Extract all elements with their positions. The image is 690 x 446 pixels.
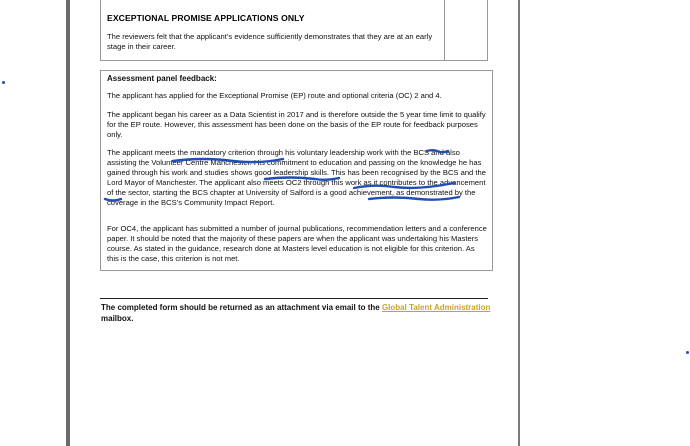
ep-applications-box	[100, 0, 488, 61]
feedback-title: Assessment panel feedback:	[107, 74, 217, 83]
margin-marker-dot	[686, 351, 689, 354]
ep-side-cell	[444, 0, 487, 60]
margin-marker-dot	[2, 81, 5, 84]
feedback-paragraph-1: The applicant has applied for the Exceptional Promise (EP) route and optional criteria (OC) 2 and 4.	[107, 91, 442, 100]
ep-section-text: The reviewers felt that the applicant’s evidence sufficiently demonstrates that they are at an early stage in their career.	[107, 32, 433, 51]
submission-text-after: mailbox.	[101, 314, 134, 323]
left-gutter	[0, 0, 66, 446]
assessment-feedback-box	[100, 70, 493, 271]
ep-section-title: EXCEPTIONAL PROMISE APPLICATIONS ONLY	[107, 13, 305, 23]
submission-text-before: The completed form should be returned as an attachment via email to the	[101, 303, 382, 312]
footer-rule	[100, 298, 488, 299]
page-left-edge	[66, 0, 70, 446]
global-talent-admin-link[interactable]: Global Talent Administration	[381, 303, 491, 312]
feedback-paragraph-4: For OC4, the applicant has submitted a number of journal publications, recommendation letters and a conference paper. It should be noted that the majority of these papers are when the applicant was undertaking his Masters course. As stated in the guidance, research done at Masters level education is not eligible for this criterion. As this is the case, this criterion is not met.	[107, 224, 487, 263]
submission-note	[101, 302, 491, 324]
feedback-paragraph-3: The applicant meets the mandatory criterion through his voluntary leadership work with the BCS and also assisting the Volunteer Centre Manchester. His commitment to education and passing on the knowledge he has gained through his work and studies shows good leadership skills. This has been recognised by the BCS and the Lord Mayor of Manchester. The applicant also meets OC2 through this work as it contributes to the advancement of the sector, starting the BCS chapter at University of Salford is a good achievement, as demonstrated by the coverage in the BCS’s Community Impact Report.	[107, 148, 486, 207]
feedback-paragraph-2: The applicant began his career as a Data Scientist in 2017 and is therefore outside the 5 year time limit to qualify for the EP route. However, this assessment has been done on the basis of the EP route for feedback purposes only.	[107, 110, 486, 139]
page-right-edge	[518, 0, 520, 446]
